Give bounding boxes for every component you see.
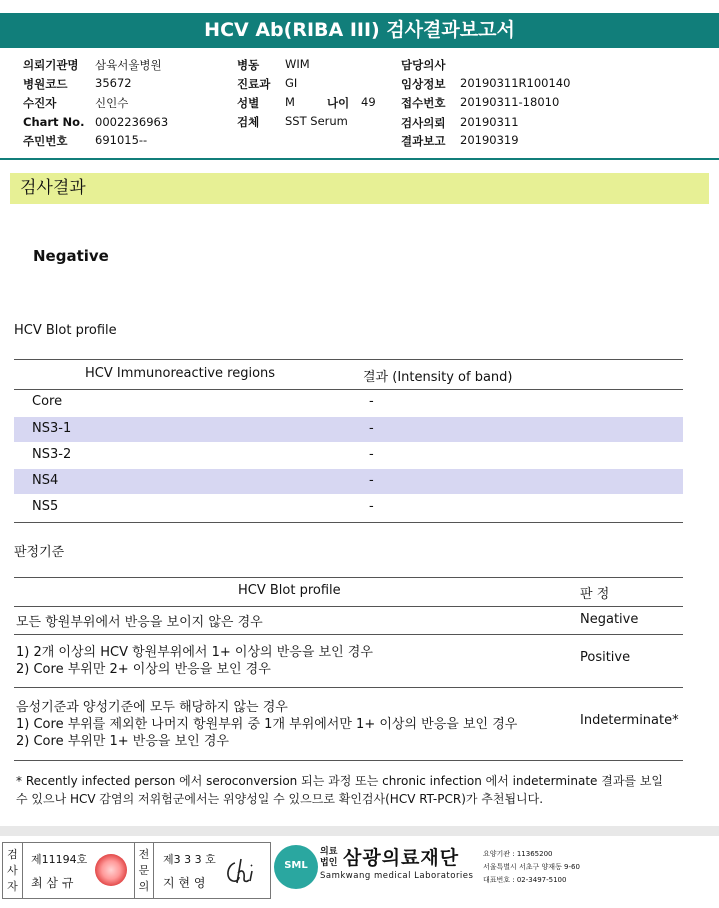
- info-divider: [0, 158, 719, 160]
- examiner-name: 최 삼 규: [31, 876, 74, 890]
- org-name: 삼광의료재단: [343, 847, 460, 869]
- info-value-hospital-code: 35672: [95, 76, 132, 90]
- info-label-receipt-no: 접수번호: [401, 96, 446, 110]
- info-label-patient: 수진자: [23, 96, 57, 110]
- profile-header-result: 결과 (Intensity of band): [363, 370, 513, 385]
- specialist-license: 제3 3 3 호: [163, 853, 216, 866]
- info-label-report-date: 결과보고: [401, 134, 446, 148]
- criteria-negative-line: 모든 항원부위에서 반응을 보이지 않은 경우: [16, 615, 263, 630]
- info-label-specimen: 검체: [237, 115, 260, 129]
- info-label-institution: 의뢰기관명: [23, 58, 79, 72]
- criteria-indeterminate-line-1: 음성기준과 양성기준에 모두 해당하지 않는 경우: [16, 700, 288, 715]
- examiner-seal-icon: [95, 854, 127, 886]
- criteria-indeterminate-line-2: 1) Core 부위를 제외한 나머지 항원부위 중 1개 부위에서만 1+ 이상의 반응을 보인 경우: [16, 717, 518, 732]
- info-value-department: GI: [285, 76, 298, 90]
- examiner-role: [3, 843, 23, 898]
- examiner-role-char: 검: [7, 848, 18, 861]
- info-value-age: 49: [361, 95, 376, 109]
- org-logo-icon: [274, 845, 318, 889]
- report-title: HCV Ab(RIBA III) 검사결과보고서: [0, 13, 719, 48]
- criteria-verdict-indeterminate: Indeterminate*: [580, 713, 679, 728]
- org-contact-line: 대표번호 : 02-3497-5100: [483, 876, 567, 884]
- info-value-resident-no: 691015--: [95, 133, 148, 147]
- org-contact-line: 서울특별시 서초구 양재동 9-60: [483, 863, 580, 871]
- profile-region-ns3-2: NS3-2: [32, 447, 72, 462]
- info-label-resident-no: 주민번호: [23, 134, 68, 148]
- criteria-verdict-negative: Negative: [580, 612, 639, 627]
- org-logo-text: SML: [284, 860, 308, 871]
- profile-result-core: -: [369, 394, 374, 409]
- footnote-line-2: 수 있으나 HCV 감염의 저위험군에서는 위양성일 수 있으므로 확인검사(HCV RT-PCR)가 추천됩니다.: [16, 792, 544, 806]
- info-value-sex: M: [285, 95, 295, 109]
- info-value-receipt-no: 20190311-18010: [460, 95, 560, 109]
- signature-block: [2, 842, 271, 899]
- criteria-verdict-positive: Positive: [580, 650, 631, 665]
- info-value-report-date: 20190319: [460, 133, 519, 147]
- criteria-header-verdict: 판 정: [580, 587, 610, 602]
- table-row: [14, 495, 683, 520]
- profile-region-ns3-1: NS3-1: [32, 421, 72, 436]
- info-label-physician: 담당의사: [401, 58, 446, 72]
- info-label-chart-no: Chart No.: [23, 115, 85, 129]
- info-label-hospital-code: 병원코드: [23, 77, 68, 91]
- org-contact-line: 요양기관 : 11365200: [483, 850, 553, 858]
- criteria-header-profile: HCV Blot profile: [238, 583, 341, 598]
- section-header: 검사결과: [10, 173, 709, 204]
- info-value-patient: 신인수: [95, 96, 129, 110]
- org-prefix-line: 법인: [320, 858, 338, 868]
- specialist-role-char: 의: [138, 880, 150, 893]
- table-row: [14, 443, 683, 468]
- profile-table-rule-bottom: [14, 522, 683, 523]
- info-label-request-date: 검사의뢰: [401, 116, 446, 130]
- profile-region-ns4: NS4: [32, 473, 59, 488]
- org-prefix: [320, 847, 337, 869]
- info-value-institution: 삼육서울병원: [95, 58, 162, 72]
- profile-title: HCV Blot profile: [14, 323, 117, 338]
- info-label-sex: 성별: [237, 96, 260, 110]
- examiner-role-char: 사: [7, 864, 18, 877]
- specialist-role: [134, 843, 154, 898]
- profile-result-ns3-2: -: [369, 447, 374, 462]
- profile-header-region: HCV Immunoreactive regions: [85, 366, 276, 381]
- info-value-ward: WIM: [285, 57, 310, 71]
- profile-region-ns5: NS5: [32, 499, 59, 514]
- specialist-role-char: 문: [138, 864, 150, 877]
- criteria-rule: [14, 687, 683, 688]
- criteria-table-rule-top: [14, 577, 683, 578]
- info-label-age: 나이: [327, 96, 350, 110]
- info-value-specimen: SST Serum: [285, 114, 348, 128]
- overall-result: Negative: [33, 247, 109, 265]
- criteria-rule: [14, 634, 683, 635]
- profile-table-rule-top: [14, 359, 683, 360]
- table-row: [14, 469, 683, 494]
- specialist-role-char: 전: [138, 848, 150, 861]
- criteria-positive-line-2: 2) Core 부위만 2+ 이상의 반응을 보인 경우: [16, 662, 271, 677]
- org-contact: [483, 848, 580, 887]
- org-name-en: Samkwang medical Laboratories: [320, 871, 474, 881]
- info-label-department: 진료과: [237, 77, 271, 91]
- criteria-title: 판정기준: [14, 545, 65, 560]
- info-label-ward: 병동: [237, 58, 260, 72]
- footer-divider: [0, 826, 719, 836]
- table-row: [14, 390, 683, 415]
- criteria-table-rule-header: [14, 606, 683, 607]
- specialist-name: 지 현 영: [163, 876, 206, 890]
- examiner-license: 제11194호: [31, 853, 88, 866]
- info-value-chart-no: 0002236963: [95, 115, 169, 129]
- info-label-clinical-info: 임상정보: [401, 77, 446, 91]
- info-value-request-date: 20190311: [460, 115, 519, 129]
- footnote-line-1: * Recently infected person 에서 seroconversion 되는 과정 또는 chronic infection 에서 indeterminate 결과를 보일: [16, 774, 664, 788]
- criteria-table-rule-bottom: [14, 760, 683, 761]
- examiner-role-char: 자: [7, 880, 18, 893]
- signature-icon: [221, 853, 265, 891]
- profile-result-ns5: -: [369, 499, 374, 514]
- profile-result-ns4: -: [369, 473, 374, 488]
- org-prefix-line: 의료: [320, 847, 338, 857]
- profile-region-core: Core: [32, 394, 63, 409]
- info-value-clinical-info: 20190311R100140: [460, 76, 571, 90]
- criteria-positive-line-1: 1) 2개 이상의 HCV 항원부위에서 1+ 이상의 반응을 보인 경우: [16, 645, 373, 660]
- criteria-indeterminate-line-3: 2) Core 부위만 1+ 반응을 보인 경우: [16, 734, 229, 749]
- profile-result-ns3-1: -: [369, 421, 374, 436]
- table-row: [14, 417, 683, 442]
